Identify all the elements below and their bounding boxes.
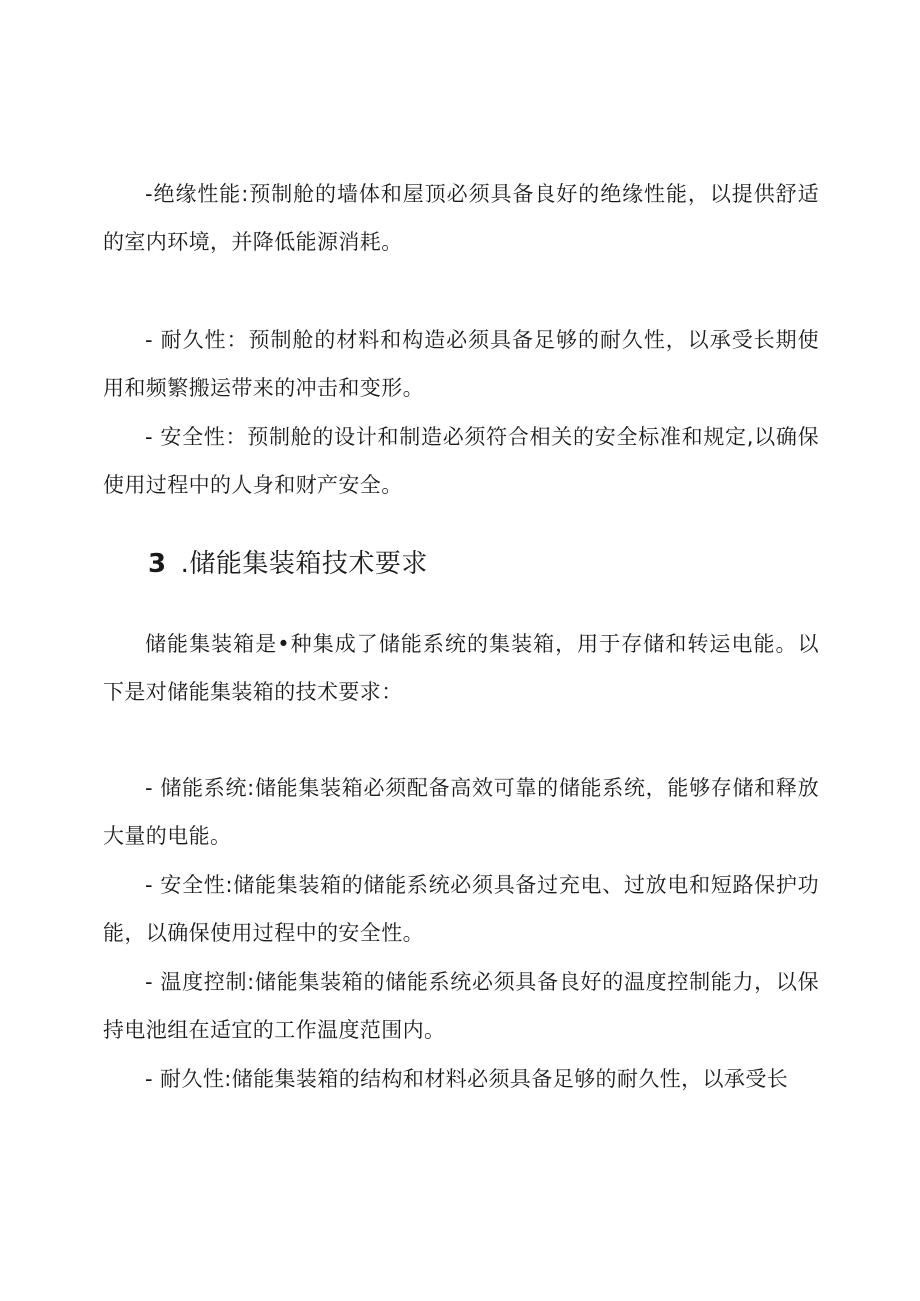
paragraph-intro: 储能集装箱是•种集成了储能系统的集装箱，用于存储和转运电能。以下是对储能集装箱的技术要求： xyxy=(103,632,819,704)
paragraph-safety: - 安全性：预制舱的设计和制造必须符合相关的安全标准和规定,以确保使用过程中的人身和财产安全。 xyxy=(103,425,819,497)
paragraph-container-safety: - 安全性:储能集装箱的储能系统必须具备过充电、过放电和短路保护功能，以确保使用过程中的安全性。 xyxy=(103,873,819,945)
paragraph-insulation: -绝缘性能:预制舱的墙体和屋顶必须具备良好的绝缘性能，以提供舒适的室内环境，并降低能源消耗。 xyxy=(103,182,819,254)
paragraph-container-durability: - 耐久性:储能集装箱的结构和材料必须具备足够的耐久性，以承受长 xyxy=(145,1067,789,1091)
paragraph-temperature-control: - 温度控制:储能集装箱的储能系统必须具备良好的温度控制能力，以保持电池组在适宜的工作温度范围内。 xyxy=(103,970,819,1042)
paragraph-durability: - 耐久性：预制舱的材料和构造必须具备足够的耐久性，以承受长期使用和频繁搬运带来的冲击和变形。 xyxy=(103,328,819,400)
section-title: .储能集装箱技术要求 xyxy=(180,549,428,579)
paragraph-storage-system: - 储能系统:储能集装箱必须配备高效可靠的储能系统，能够存储和释放大量的电能。 xyxy=(103,776,819,848)
section-heading xyxy=(148,544,428,584)
section-number: 3 xyxy=(148,549,167,579)
